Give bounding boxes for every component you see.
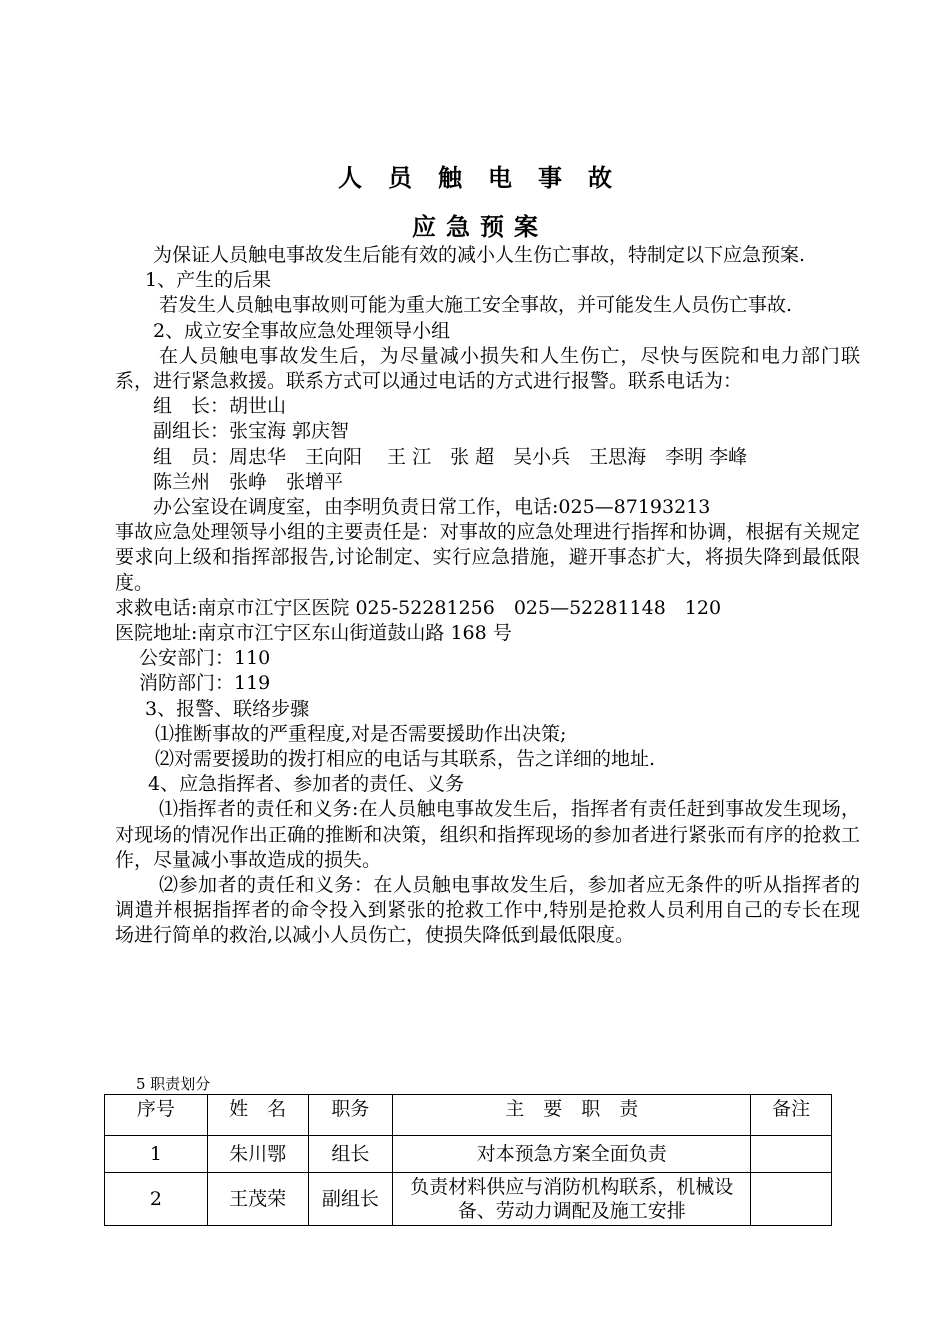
members-line: 组 员：周忠华 王向阳 王 江 张 超 吴小兵 王思海 李明 李峰 — [153, 445, 748, 468]
header-cell-number: 序号 — [105, 1095, 208, 1136]
section4-item1: ⑴指挥者的责任和义务:在人员触电事故发生后，指挥者有责任赶到事故发生现场，对现场的情况作出正确的推断和决策，组织和指挥现场的参加者进行紧张而有序的抢救工作，尽量减小事故造成的损失。 — [115, 798, 860, 871]
table-row — [105, 1173, 832, 1226]
table-cell: 组长 — [308, 1136, 393, 1173]
header-cell-duty: 主 要 职 责 — [393, 1095, 751, 1136]
table-cell: 负责材料供应与消防机构联系，机械设备、劳动力调配及施工安排 — [393, 1173, 751, 1226]
table-cell — [751, 1136, 832, 1173]
rescue-phone-line: 求救电话:南京市江宁区医院 025-52281256 025—52281148 120 — [115, 596, 722, 619]
section4-heading: 4、应急指挥者、参加者的责任、义务 — [148, 773, 465, 796]
header-cell-remark: 备注 — [751, 1095, 832, 1136]
police-line: 公安部门：110 — [139, 647, 271, 670]
members-line-2: 陈兰州 张峥 张增平 — [153, 470, 344, 493]
header-cell-name: 姓 名 — [207, 1095, 308, 1136]
table-cell: 1 — [105, 1136, 208, 1173]
document-body — [115, 243, 860, 949]
section5-heading: 5 职责划分 — [136, 1075, 211, 1093]
section3-item2: ⑵对需要援助的拨打相应的电话与其联系，告之详细的地址. — [155, 748, 656, 771]
section1-text: 若发生人员触电事故则可能为重大施工安全事故，并可能发生人员伤亡事故. — [159, 294, 793, 317]
leader-line: 组 长：胡世山 — [153, 395, 287, 418]
hospital-address-line: 医院地址:南京市江宁区东山街道鼓山路 168 号 — [115, 622, 512, 645]
fire-line: 消防部门：119 — [139, 672, 271, 695]
table-cell — [751, 1173, 832, 1226]
table-header-row — [105, 1095, 832, 1136]
table-cell: 副组长 — [308, 1173, 393, 1226]
header-cell-position: 职务 — [308, 1095, 393, 1136]
duty-paragraph: 事故应急处理领导小组的主要责任是：对事故的应急处理进行指挥和协调，根据有关规定要求向上级和指挥部报告,讨论制定、实行应急措施，避开事态扩大，将损失降到最低限度。 — [115, 521, 860, 594]
document-title-line2: 应急预案 — [412, 213, 548, 241]
section4-item2: ⑵参加者的责任和义务：在人员触电事故发生后，参加者应无条件的听从指挥者的调遣并根据指挥者的命令投入到紧张的抢救工作中,特别是抢救人员利用自己的专长在现场进行简单的救治,以减小人员伤亡，使损失降低到最低限度。 — [115, 874, 860, 947]
section1-heading: 1、产生的后果 — [145, 269, 272, 292]
table-row — [105, 1136, 832, 1173]
table-cell: 对本预急方案全面负责 — [393, 1136, 751, 1173]
office-line: 办公室设在调度室，由李明负责日常工作，电话:025—87193213 — [153, 496, 711, 519]
intro-paragraph: 为保证人员触电事故发生后能有效的减小人生伤亡事故，特制定以下应急预案. — [153, 244, 806, 266]
section2-text: 在人员触电事故发生后，为尽量减小损失和人生伤亡，尽快与医院和电力部门联系，进行紧急救援。联系方式可以通过电话的方式进行报警。联系电话为： — [115, 344, 860, 393]
section3-item1: ⑴推断事故的严重程度,对是否需要援助作出决策; — [155, 722, 567, 745]
table-cell: 2 — [105, 1173, 208, 1226]
section3-heading: 3、报警、联络步骤 — [145, 697, 310, 720]
table-cell: 朱川鄂 — [207, 1136, 308, 1173]
deputy-line: 副组长：张宝海 郭庆智 — [153, 420, 350, 443]
document-title-line1: 人员触电事故 — [338, 164, 638, 192]
duty-table — [104, 1094, 832, 1226]
section2-heading: 2、成立安全事故应急处理领导小组 — [153, 319, 451, 342]
table-cell: 王茂荣 — [207, 1173, 308, 1226]
